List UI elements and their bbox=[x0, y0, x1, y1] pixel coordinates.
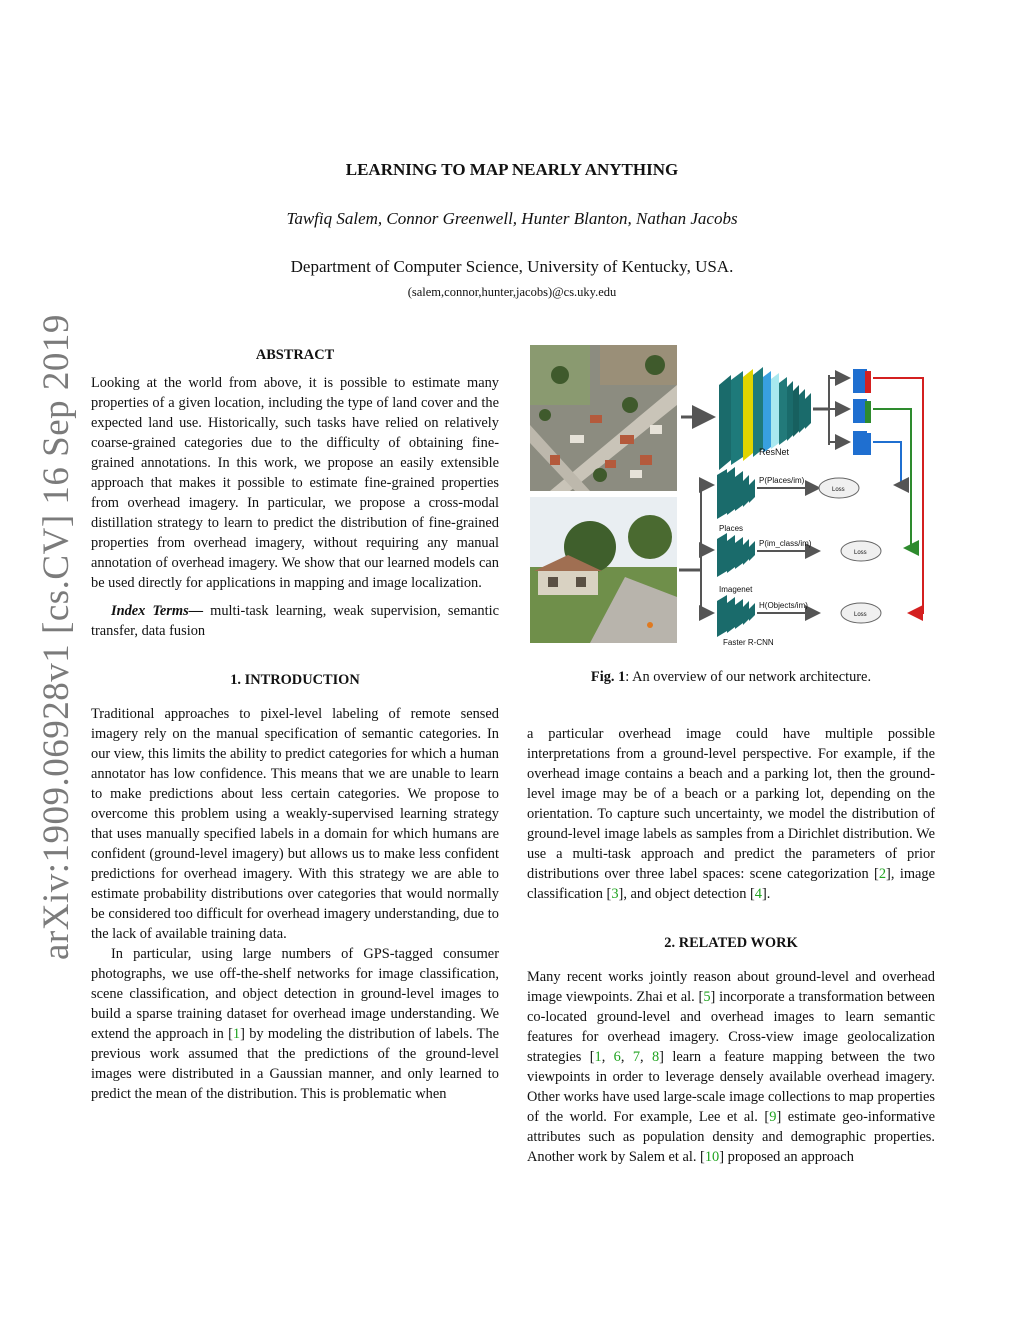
email: (salem,connor,hunter,jacobs)@cs.uky.edu bbox=[407, 285, 617, 299]
intro-cont-d: ]. bbox=[762, 886, 771, 902]
citation-link[interactable]: 4 bbox=[754, 886, 762, 902]
paper-authors: Tawfiq Salem, Connor Greenwell, Hunter Blanton, Nathan Jacobs bbox=[286, 209, 738, 228]
affiliation: Department of Computer Science, University of Kentucky, USA. bbox=[290, 257, 734, 276]
paper-title: LEARNING TO MAP NEARLY ANYTHING bbox=[345, 160, 679, 179]
figure-caption bbox=[527, 669, 935, 686]
intro-cont-a: a particular overhead image could have multiple possible interpretations from a ground-level perspective. For example, if the overhead image contains a beach and a parking lot, then the ground-level image may be of a beach or a parking lot, depending on the orientation. To capture such uncertainty, we model the distribution of ground-level image labels as samples from a Dirichlet distribution. We use a multi-task approach and predict the parameters of prior distributions over three label spaces: scene categorization [ bbox=[527, 726, 935, 882]
related-a: Many recent works jointly reason about ground-level and overhead image viewpoints. Zhai et al. [ bbox=[527, 969, 935, 1005]
loss-label-3: Loss bbox=[854, 612, 867, 618]
citation-link[interactable]: 1 bbox=[232, 1026, 241, 1042]
related-e: ] proposed an approach bbox=[719, 1149, 854, 1165]
citation-link[interactable]: 8 bbox=[651, 1049, 660, 1065]
index-terms-text: multi-task learning, weak supervision, semantic transfer, data fusion bbox=[91, 603, 499, 639]
citation-link[interactable]: 6 bbox=[613, 1049, 621, 1065]
h-objects-label: H(Objects/im) bbox=[759, 601, 808, 610]
citation-link[interactable]: 7 bbox=[632, 1049, 641, 1065]
architecture-diagram bbox=[679, 345, 939, 645]
index-terms bbox=[91, 601, 499, 641]
figure-network-architecture bbox=[529, 345, 939, 645]
citation-link[interactable]: 10 bbox=[704, 1149, 720, 1165]
intro-cont-c: ], and object detection [ bbox=[618, 886, 755, 902]
related-work-paragraph: Many recent works jointly reason about ground-level and overhead image viewpoints. Zhai et al. [5] incorporate a transformation between co-located ground-level and overhead images to learn semantic features for overhead imagery. Cross-view image geolocalization strategies [1, 6, 7, 8] learn a feature mapping between the two viewpoints in order to leverage densely available overhead imagery. Other works have used large-scale image collections to map properties of the world. For example, Lee et al. [9] estimate geo-informative attributes such as population density and demographic properties. Another work by Salem et al. [10] proposed an approach bbox=[527, 969, 935, 1165]
imagenet-label: Imagenet bbox=[719, 585, 753, 594]
loss-label-1: Loss bbox=[832, 487, 845, 493]
faster-rcnn-network bbox=[717, 595, 755, 637]
imagenet-network bbox=[717, 533, 755, 577]
ground-level-image bbox=[530, 497, 677, 643]
prediction-heads bbox=[853, 369, 871, 455]
left-column bbox=[91, 345, 499, 1104]
resnet-label: ResNet bbox=[759, 447, 790, 457]
loss-label-2: Loss bbox=[854, 550, 867, 556]
intro-p2-b: ] by modeling the distribution of labels. The previous work assumed that the predictions of the ground-level images were distributed in a Gaussian manner, and only learned to predict the mean of the distribution. This is problematic when bbox=[91, 1026, 499, 1102]
intro-p2-a: In particular, using large numbers of GPS-tagged consumer photographs, we use off-the-shelf networks for image classification, scene classification, and object detection in ground-level images to build a sparse training dataset for overhead image understanding. We extend the approach in [ bbox=[91, 946, 499, 1042]
citation-link[interactable]: 5 bbox=[703, 989, 711, 1005]
faster-rcnn-label: Faster R-CNN bbox=[723, 638, 774, 645]
intro-paragraph-2 bbox=[91, 944, 499, 1104]
caption-text: : An overview of our network architecture. bbox=[625, 669, 872, 685]
abstract-heading: ABSTRACT bbox=[255, 347, 335, 363]
related-c: ] learn a feature mapping between the two viewpoints in order to leverage densely available overhead imagery. Other works have used large-scale image collections to map properties of the world. For example, Lee et al. [ bbox=[527, 1049, 935, 1125]
red-arrow bbox=[873, 378, 923, 613]
aerial-photo-graphic bbox=[530, 345, 677, 491]
places-label: Places bbox=[719, 524, 744, 533]
related-b: ] incorporate a transformation between co-located ground-level and overhead images to learn semantic features for overhead imagery. Cross-view image geolocalization strategies [ bbox=[527, 989, 935, 1065]
index-terms-label: Index Terms— bbox=[111, 603, 204, 619]
abstract-text: Looking at the world from above, it is possible to estimate many properties of a given location, including the type of land cover and the expected land use. Historically, such tasks have relied on relatively coarse-grained categories due to the difficulty of obtaining fine-grained annotations. In this work, we propose an easily extensible approach that makes it possible to estimate fine-grained properties from overhead imagery. In particular, we propose a cross-modal distillation strategy to learn to predict the distribution of fine-grained properties from overhead imagery, without requiring any manual annotation of overhead imagery. We show that our learned models can be used directly for applications in mapping and image localization. bbox=[91, 375, 499, 591]
overhead-image bbox=[530, 345, 677, 491]
p-class-label: P(im_class/im) bbox=[759, 539, 812, 548]
related-work-heading: 2. RELATED WORK bbox=[664, 935, 798, 951]
citation-link[interactable]: 1 bbox=[594, 1049, 602, 1065]
citation-link[interactable]: 2 bbox=[878, 866, 887, 882]
p-places-label: P(Places/im) bbox=[759, 476, 805, 485]
intro-paragraph-1: Traditional approaches to pixel-level labeling of remote sensed imagery rely on the manual specification of semantic categories. In our view, this limits the ability to predict categories for which a human annotator has low confidence. This means that we are unable to learn to make predictions about less certain categories. We propose to overcome this problem using a weakly-supervised learning strategy that uses manually specified labels in a domain for which humans are confident (ground-level imagery) but allows us to make less confident predictions for overhead imagery. With this strategy we are able to estimate probability distributions over categories that would normally be considered too difficult for overhead imagery understanding, due to the lack of available training data. bbox=[91, 706, 499, 942]
blue-arrow bbox=[873, 442, 901, 485]
green-arrow bbox=[873, 409, 911, 548]
ground-photo-graphic bbox=[530, 497, 677, 643]
intro-heading: 1. INTRODUCTION bbox=[230, 672, 360, 688]
related-d: ] estimate geo-informative attributes such as population density and demographic properties. Another work by Salem et al. [ bbox=[527, 1109, 935, 1165]
arxiv-watermark: arXiv:1909.06928v1 [cs.CV] 16 Sep 2019 bbox=[36, 314, 77, 960]
places-network bbox=[717, 467, 755, 519]
right-column bbox=[527, 724, 935, 1167]
intro-continued bbox=[527, 724, 935, 904]
intro-cont-b: ], image classification [ bbox=[527, 866, 935, 902]
citation-link[interactable]: 9 bbox=[769, 1109, 777, 1125]
citation-link[interactable]: 3 bbox=[611, 886, 619, 902]
caption-label: Fig. 1 bbox=[590, 669, 626, 685]
